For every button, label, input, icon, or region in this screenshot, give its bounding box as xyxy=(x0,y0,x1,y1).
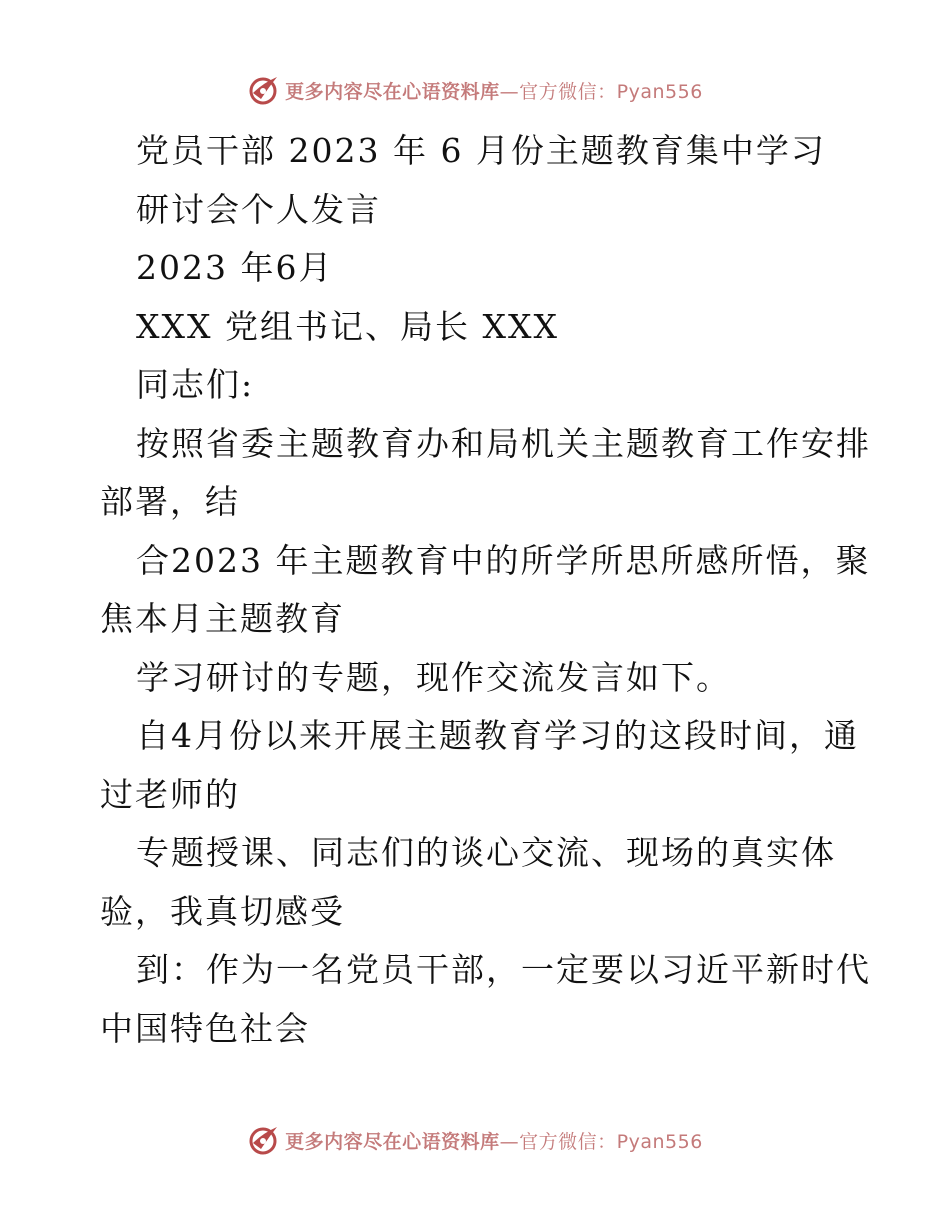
paragraph-line: 验，我真切感受 xyxy=(100,891,345,931)
watermark-contact: —官方微信：Pyan556 xyxy=(499,1130,703,1153)
paragraph-line: 到：作为一名党员干部，一定要以习近平新时代 xyxy=(136,950,871,989)
watermark-contact: —官方微信：Pyan556 xyxy=(499,80,703,103)
paragraph-line: 学习研讨的专题，现作交流发言如下。 xyxy=(136,657,731,697)
title-line-1: 党员干部 2023 年 6 月份主题教育集中学习 xyxy=(136,131,826,170)
watermark-brand: 更多内容尽在心语资料库 xyxy=(285,80,500,103)
header-watermark xyxy=(0,70,950,110)
paragraph-line: 专题授课、同志们的谈心交流、现场的真实体 xyxy=(136,833,836,872)
paragraph-line: 按照省委主题教育办和局机关主题教育工作安排 xyxy=(136,423,871,463)
title-line-2: 研讨会个人发言 xyxy=(136,189,381,229)
quill-seal-icon xyxy=(247,73,281,107)
watermark-brand: 更多内容尽在心语资料库 xyxy=(285,1130,500,1153)
paragraph-line: 中国特色社会 xyxy=(100,1008,310,1048)
speaker-line: XXX 党组书记、局长 XXX xyxy=(136,306,559,346)
paragraph-line: 合2023 年主题教育中的所学所思所感所悟，聚 xyxy=(136,540,871,580)
date-line: 2023 年6月 xyxy=(136,248,334,287)
footer-watermark xyxy=(0,1120,950,1160)
paragraph-line: 过老师的 xyxy=(100,774,240,814)
quill-seal-icon xyxy=(247,1123,281,1157)
paragraph-line: 焦本月主题教育 xyxy=(100,599,345,638)
salutation-line: 同志们: xyxy=(136,365,255,404)
paragraph-line: 自4月份以来开展主题教育学习的这段时间，通 xyxy=(136,716,859,755)
paragraph-line: 部署，结 xyxy=(100,482,240,521)
document-body xyxy=(100,122,871,1058)
